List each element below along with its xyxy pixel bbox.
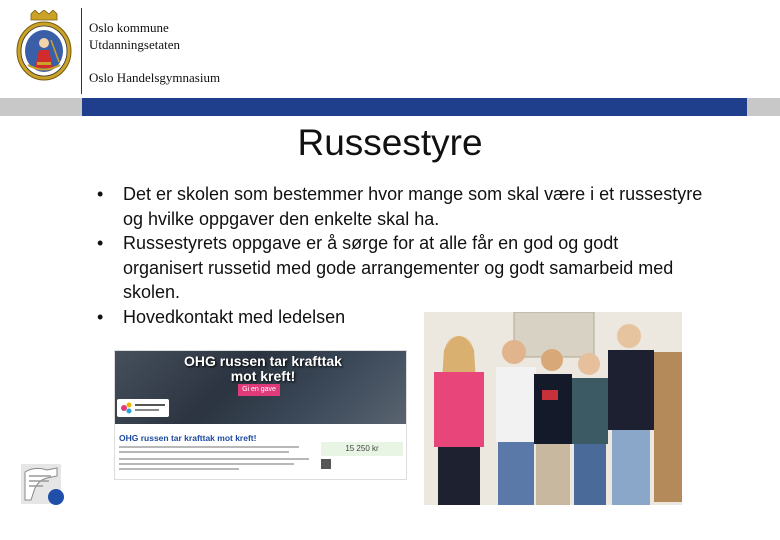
bullet-text: Russestyrets oppgave er å sørge for at alle får en god og godt organisert russetid med gode arrangementer og godt samarbeid med skolen.: [123, 233, 674, 302]
bullet-dot: •: [97, 306, 104, 327]
campaign-logo: [117, 399, 169, 417]
text-line: [119, 468, 239, 470]
oslo-kommune-symbol-icon: [21, 464, 65, 508]
calendar-icon: [321, 459, 331, 469]
bullet-dot: •: [97, 233, 104, 253]
org-name: Oslo kommune: [89, 20, 169, 35]
oslo-coat-of-arms-icon: [15, 10, 73, 82]
fundraiser-headline: OHG russen tar krafttak mot kreft!: [184, 353, 342, 384]
text-line: [119, 463, 294, 465]
fundraiser-article-title: OHG russen tar krafttak mot kreft!: [119, 433, 257, 443]
text-line: [119, 451, 289, 453]
fundraiser-banner: [115, 351, 406, 424]
header-bar-left: [0, 98, 82, 116]
header-bar-accent: [82, 98, 747, 116]
bullet-dot: •: [97, 184, 104, 204]
org-department: Utdanningsetaten: [89, 37, 180, 52]
school-name: Oslo Handelsgymnasium: [89, 70, 221, 85]
text-line: [119, 458, 309, 460]
bullet-text: Det er skolen som bestemmer hvor mange som skal være i et russestyre og hvilke oppgaver den enkelte skal ha.: [123, 184, 703, 229]
bullet-item: [93, 182, 703, 231]
bullet-text: Hovedkontakt med ledelsen: [123, 306, 346, 327]
fundraiser-amount: 15 250 kr: [321, 442, 403, 456]
bullet-item: [93, 231, 703, 305]
bullet-list: [93, 182, 703, 329]
slide-title: Russestyre: [297, 122, 483, 163]
header-divider: [81, 8, 82, 94]
donate-button: Gi en gave: [238, 384, 280, 396]
group-photo: [424, 312, 682, 505]
fundraiser-screenshot: [114, 350, 407, 480]
header-bar-right: [747, 98, 780, 116]
text-line: [119, 446, 299, 448]
